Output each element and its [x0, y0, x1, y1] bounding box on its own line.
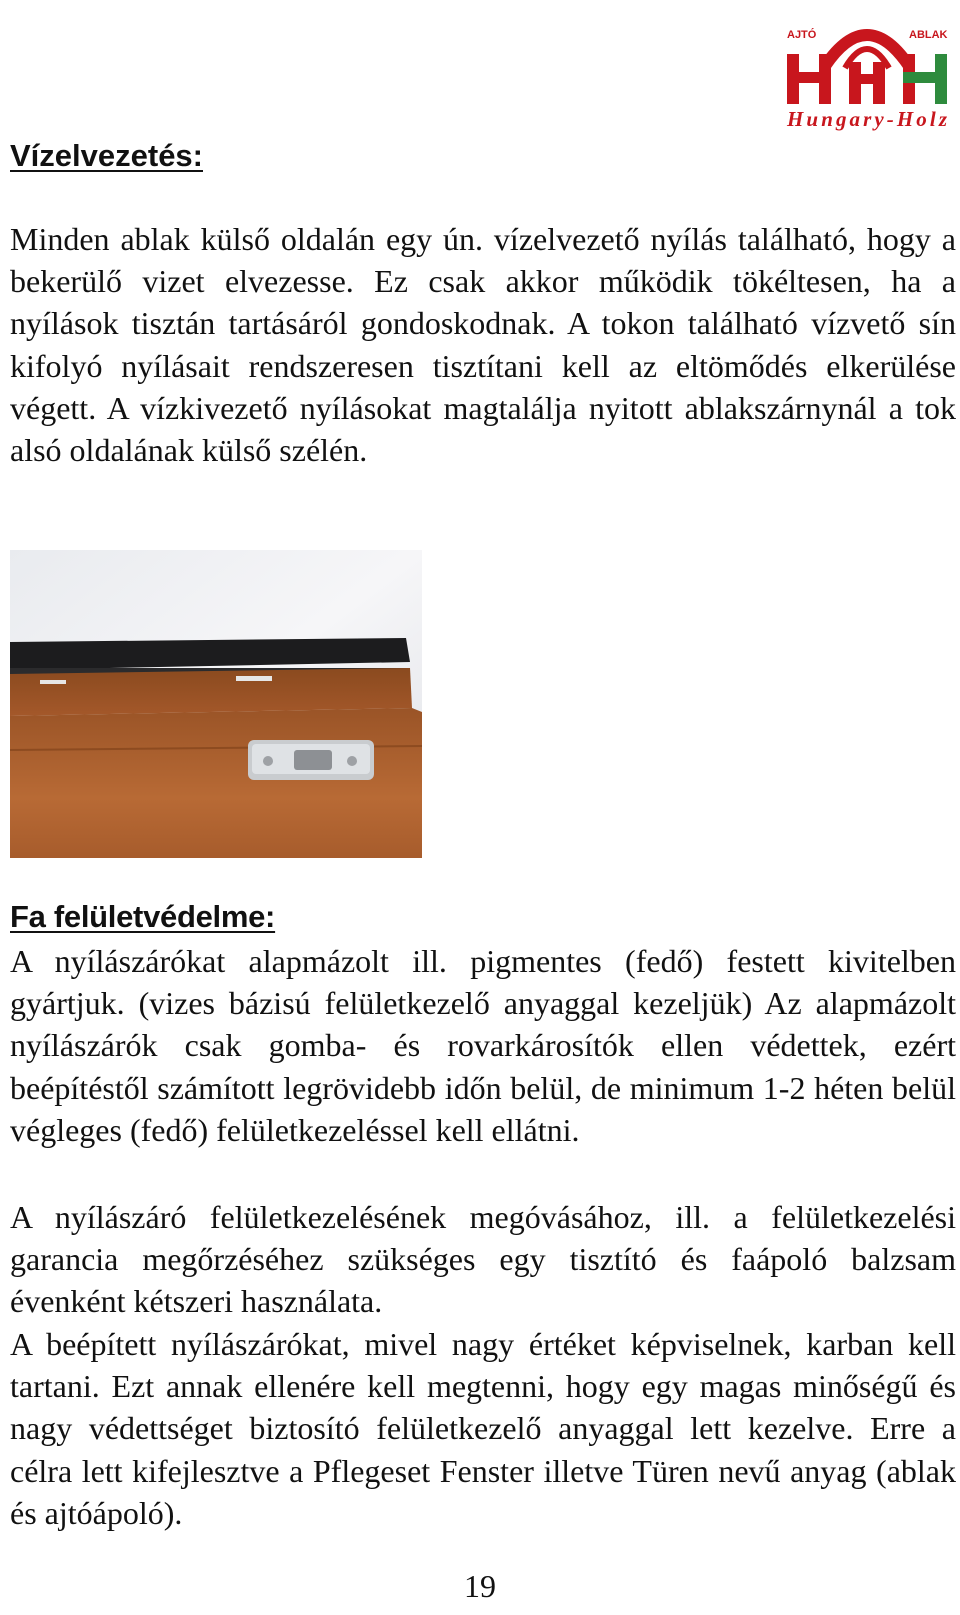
- hungary-holz-logo: [785, 8, 950, 132]
- section-heading-water-drainage: Vízelvezetés:: [10, 138, 203, 173]
- page-number: 19: [464, 1568, 496, 1604]
- wood-protection-paragraph-1: A nyílászárókat alapmázolt ill. pigmentes (fedő) festett kivitelben gyártjuk. (vizes bázisú felületkezelő anyaggal kezeljük) Az alapmázolt nyílászárók csak gomba- és rovarkárosítók ellen védettek, ezért beépítéstől számított legrövidebb időn belül, de minimum 1-2 héten belül végleges (fedő) felületkezeléssel kell ellátni.: [10, 943, 956, 1148]
- wood-protection-paragraph-3: A beépített nyílászárókat, mivel nagy értéket képviselnek, karban kell tartani. Ezt annak ellenére kell megtenni, hogy egy magas minőségű és nagy védettséget biztosító felületkezelő anyaggal lett kezelve. Erre a célra lett kifejlesztve a Pflegeset Fenster illetve Türen nevű anyag (ablak és ajtóápoló).: [10, 1326, 956, 1531]
- logo-top-left-text: AJTÓ: [787, 29, 817, 41]
- water-drainage-paragraph: Minden ablak külső oldalán egy ún. vízelvezető nyílás található, hogy a bekerülő vizet elvezesse. Ez csak akkor működik tökéltesen, ha a nyílások tisztán tartásáról gondoskodnak. A tokon található vízvető sín kifolyó nyílásait rendszeresen tisztítani kell az eltömődés elkerülése végett. A vízkivezető nyílásokat magtalálja nyitott ablakszárnynál a tok alsó oldalának külső szélén.: [10, 221, 956, 469]
- section-heading-wood-protection: Fa felületvédelme:: [10, 899, 276, 934]
- logo-graphic: [785, 8, 950, 132]
- logo-top-right-text: ABLAK: [909, 29, 948, 41]
- logo-brand-text: Hungary-Holz: [787, 107, 947, 131]
- photo-illustration: [10, 550, 422, 858]
- wood-protection-paragraph-2: A nyílászáró felületkezelésének megóvásához, ill. a felületkezelési garancia megőrzéséhez szükséges egy tisztító és faápoló balzsam évenként kétszeri használata.: [10, 1199, 956, 1320]
- window-sill-drainage-photo: [10, 550, 422, 858]
